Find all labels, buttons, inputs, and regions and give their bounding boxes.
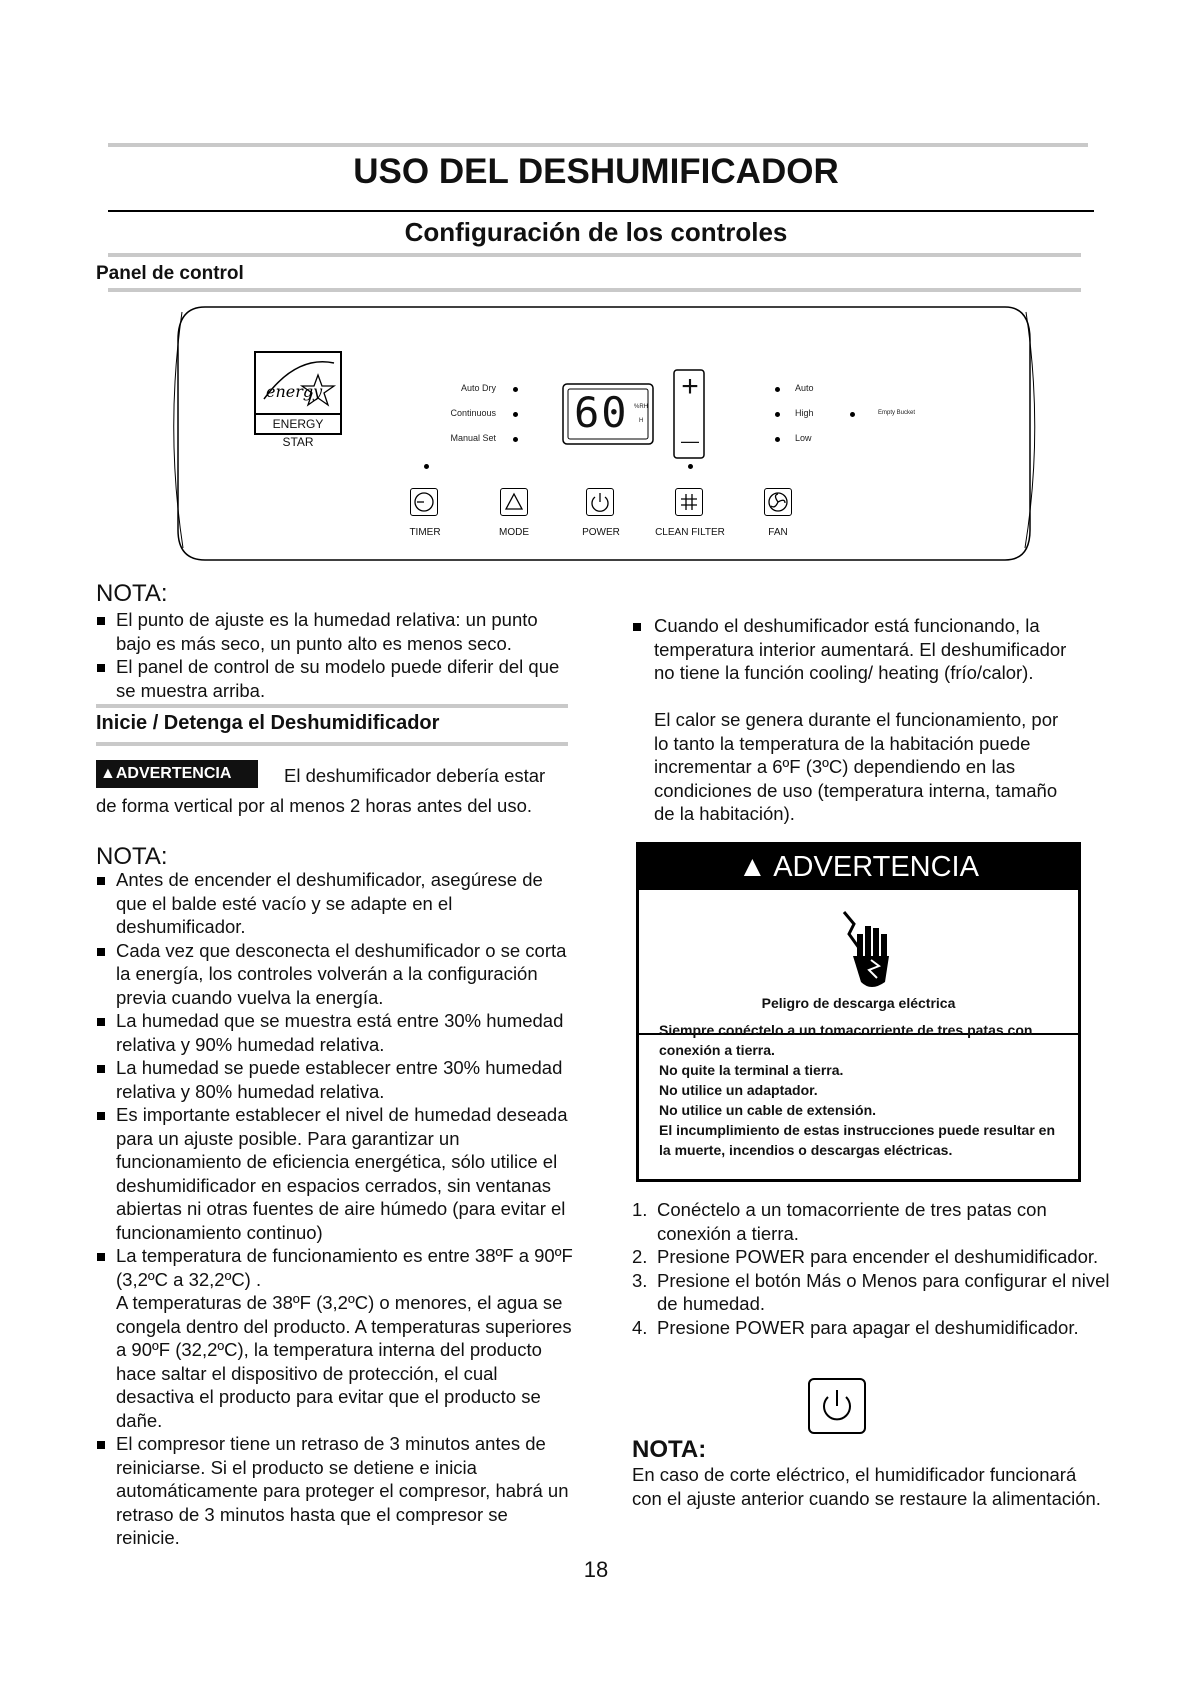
list-item: El panel de control de su modelo puede diferir del que se muestra arriba. <box>96 655 576 702</box>
mode-indicator <box>513 437 518 442</box>
warning-box-title: ADVERTENCIA <box>773 851 979 883</box>
fan-button[interactable] <box>764 488 792 516</box>
clock-icon <box>411 489 437 515</box>
list-item-continuation: A temperaturas de 38ºF (3,2ºC) o menores, el agua se congela dentro del producto. A temperaturas superiores a 90ºF (32,2ºC), la temperatura interna del producto hace saltar el dispositivo de protección, el cual desactiva el producto para evitar que el producto se dañe. <box>116 1292 572 1431</box>
nota-heading: NOTA: <box>96 843 168 870</box>
timer-button[interactable] <box>410 488 438 516</box>
warning-text: El deshumificador debería estar <box>284 765 546 786</box>
fan-high: High <box>795 408 814 418</box>
panel-label-rule <box>108 288 1081 292</box>
warning-line: El incumplimiento de estas instrucciones puede resultar en la muerte, incendios o descargas eléctricas. <box>659 1122 1055 1158</box>
fan-indicator <box>775 437 780 442</box>
steps-list <box>632 1198 1122 1339</box>
mode-label: MODE <box>499 527 529 538</box>
fan-indicator <box>775 412 780 417</box>
energy-star-label: ENERGY STAR <box>256 413 340 433</box>
empty-bucket-label: Empty Bucket <box>878 410 916 416</box>
power-icon <box>587 489 613 515</box>
warning-line: No utilice un cable de extensión. <box>659 1102 877 1118</box>
mode-indicator <box>513 412 518 417</box>
warning-line: Siempre conéctelo a un tomacorriente de tres patas con conexión a tierra. <box>659 1022 1033 1058</box>
humidity-display: 60 <box>574 388 629 437</box>
warning-line: No quite la terminal a tierra. <box>659 1062 844 1078</box>
section-rule <box>96 742 568 746</box>
step-text: Presione POWER para apagar el deshumidificador. <box>657 1316 1079 1338</box>
mode-indicator <box>513 387 518 392</box>
list-item: El punto de ajuste es la humedad relativa: un punto bajo es más seco, un punto alto es menos seco. <box>96 608 576 655</box>
svg-text:energy: energy <box>266 382 323 401</box>
section-heading: Inicie / Detenga el Deshumidificador <box>96 712 440 734</box>
power-label: POWER <box>582 527 620 538</box>
nota-text: En caso de corte eléctrico, el humidificador funcionará con el ajuste anterior cuando se restaure la alimentación. <box>632 1464 1101 1509</box>
top-rule <box>108 143 1088 147</box>
warning-box-heading <box>639 845 1078 890</box>
energy-star-logo <box>254 351 342 449</box>
fan-auto: Auto <box>795 383 814 393</box>
step-item <box>632 1316 1122 1340</box>
list-item-text: La temperatura de funcionamiento es entre 38ºF a 90ºF (3,2ºC a 32,2ºC) . <box>116 1245 573 1290</box>
list-item <box>96 1244 576 1432</box>
step-item <box>632 1269 1122 1316</box>
nota-heading: NOTA: <box>96 580 168 607</box>
plus-button[interactable]: + <box>681 370 699 403</box>
mode-button[interactable] <box>500 488 528 516</box>
step-number: 2. <box>632 1246 648 1267</box>
fan-indicator <box>775 387 780 392</box>
display-unit: %RH <box>634 404 649 410</box>
triangle-icon <box>501 489 527 515</box>
list-item: Antes de encender el deshumificador, asegúrese de que el balde esté vacío y se adapte en el deshumificador. <box>96 868 576 939</box>
list-item: Es importante establecer el nivel de humedad deseada para un ajuste posible. Para garantizar un funcionamiento de eficiencia energética, sólo utilice el deshumidificador en espacios cerrados, sin ventanas abiertas ni otras fuentes de aire húmedo (para evitar el funcionamiento continuo) <box>96 1103 576 1244</box>
mode-auto-dry: Auto Dry <box>460 383 496 393</box>
step-text: Presione el botón Más o Menos para configurar el nivel de humedad. <box>657 1269 1110 1314</box>
warning-box <box>636 842 1081 1182</box>
fan-label: FAN <box>768 527 788 538</box>
step-number: 1. <box>632 1199 648 1220</box>
section-subtitle: Configuración de los controles <box>404 217 788 247</box>
right-paragraph: El calor se genera durante el funcionamiento, por lo tanto la temperatura de la habitación puede incrementar a 6ºF (3ºC) dependiendo en las condiciones de uso (temperatura interna, tamaño de la habitación). <box>654 709 1059 824</box>
page-title: USO DEL DESHUMIFICADOR <box>353 152 839 191</box>
warning-triangle-icon: ▲ <box>738 851 774 883</box>
list-item: La humedad se puede establecer entre 30% humedad relativa y 80% humedad relativa. <box>96 1056 576 1103</box>
clean-filter-button[interactable] <box>675 488 703 516</box>
title-rule <box>108 210 1094 212</box>
list-item: Cada vez que desconecta el deshumificador o se corta la energía, los controles volverán a la configuración previa cuando vuelva la energía. <box>96 939 576 1010</box>
nota1-list <box>96 608 576 702</box>
minus-button[interactable]: — <box>681 431 699 451</box>
page-number: 18 <box>583 1557 609 1582</box>
warning-box-graphic <box>639 890 1078 1035</box>
display-unit-h: H <box>639 418 644 424</box>
fan-low: Low <box>795 433 812 443</box>
warning-line: No utilice un adaptador. <box>659 1082 818 1098</box>
warning-text-cont: de forma vertical por al menos 2 horas antes del uso. <box>96 795 533 816</box>
step-item <box>632 1245 1122 1269</box>
warning-badge-label: ADVERTENCIA <box>115 765 232 782</box>
timer-indicator <box>424 464 429 469</box>
fan-icon <box>765 489 791 515</box>
electric-shock-hand-icon <box>639 890 1084 1033</box>
step-item <box>632 1198 1122 1245</box>
danger-title: Peligro de descarga eléctrica <box>761 995 956 1011</box>
timer-label: TIMER <box>409 527 441 538</box>
filter-indicator <box>688 464 693 469</box>
step-text: Conéctelo a un tomacorriente de tres patas con conexión a tierra. <box>657 1199 1047 1244</box>
right-bullet <box>632 614 1072 685</box>
nota2-list <box>96 868 576 1550</box>
list-item: Cuando el deshumificador está funcionando, la temperatura interior aumentará. El deshumificador no tiene la función cooling/ heating (frío/calor). <box>632 614 1072 685</box>
warning-box-text <box>659 1020 1069 1160</box>
power-button[interactable] <box>586 488 614 516</box>
filter-grid-icon <box>676 489 702 515</box>
mode-continuous: Continuous <box>450 408 496 418</box>
mode-manual-set: Manual Set <box>450 433 496 443</box>
power-icon <box>808 1378 866 1434</box>
panel-label: Panel de control <box>96 263 244 284</box>
nota-heading: NOTA: <box>632 1436 707 1463</box>
subtitle-rule <box>108 253 1081 257</box>
empty-bucket-indicator <box>850 412 855 417</box>
clean-filter-label: CLEAN FILTER <box>655 527 725 538</box>
warning-triangle-icon: ▲ <box>100 765 116 782</box>
list-item: El compresor tiene un retraso de 3 minutos antes de reiniciarse. Si el producto se detiene e inicia automáticamente para proteger el compresor, habrá un retraso de 3 minutos hasta que el compresor se reinicie. <box>96 1432 576 1550</box>
list-item: La humedad que se muestra está entre 30% humedad relativa y 90% humedad relativa. <box>96 1009 576 1056</box>
step-text: Presione POWER para encender el deshumidificador. <box>657 1246 1099 1267</box>
section-rule <box>96 704 568 708</box>
step-number: 3. <box>632 1269 648 1291</box>
warning-badge <box>96 760 258 788</box>
step-number: 4. <box>632 1316 648 1338</box>
